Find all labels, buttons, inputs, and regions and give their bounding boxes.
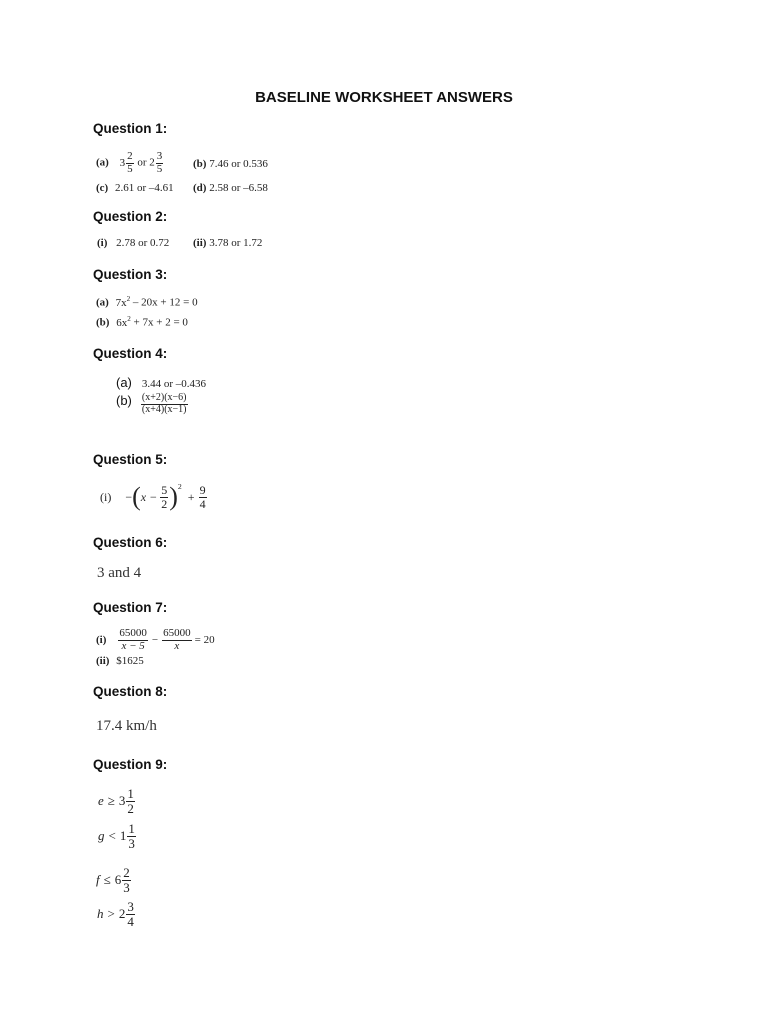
q7-answer-ii xyxy=(96,655,144,667)
q3-a-pre: 7x xyxy=(115,296,127,309)
q9-e-num: 1 xyxy=(127,786,134,801)
q5-i-label: (i) xyxy=(100,489,112,504)
q9-inequality-e xyxy=(98,787,136,815)
q3-a-post: – 20x + 12 = 0 xyxy=(130,296,198,309)
q9-e-var: e xyxy=(98,793,104,809)
q5-answer-i xyxy=(100,484,208,510)
q7-num2: 65000 xyxy=(163,627,191,639)
q5-num2: 9 xyxy=(199,483,206,497)
q5-exp: 2 xyxy=(177,482,182,491)
q7-fraction2 xyxy=(162,628,192,652)
question-1-heading: Question 1: xyxy=(93,121,168,136)
q7-eq: = 20 xyxy=(194,634,215,647)
q9-e-whole: 3 xyxy=(118,793,126,809)
q5-open-paren: ( xyxy=(132,482,141,512)
q1-c-label: (c) xyxy=(96,182,109,194)
q9-g-var: g xyxy=(98,828,105,844)
q4-b-fraction xyxy=(141,393,188,415)
q9-e-den: 2 xyxy=(127,800,134,816)
q5-pre: − xyxy=(125,489,133,504)
q3-b-label: (b) xyxy=(96,316,110,329)
q9-g-sym: < xyxy=(108,828,116,844)
q3-a-label: (a) xyxy=(96,296,109,309)
q7-i-label: (i) xyxy=(96,634,107,647)
q5-num1: 5 xyxy=(161,483,168,497)
q9-e-fraction xyxy=(126,787,135,815)
q6-answer: 3 and 4 xyxy=(97,565,142,581)
q3-b-pre: 6x xyxy=(116,316,128,329)
q1-a-fraction2 xyxy=(156,151,164,175)
q7-num1: 65000 xyxy=(119,627,147,639)
q5-inner: x − xyxy=(140,489,158,504)
q9-f-fraction xyxy=(122,866,131,894)
q1-a-whole2: 2 xyxy=(149,156,155,169)
q1-b-value: 7.46 or 0.536 xyxy=(209,158,268,170)
q9-h-num: 3 xyxy=(127,899,134,914)
q9-g-num: 1 xyxy=(128,821,135,836)
q7-ii-value: $1625 xyxy=(116,655,144,667)
q2-answer-ii xyxy=(193,237,262,249)
q4-b-num: (x+2)(x−6) xyxy=(141,392,187,403)
q9-f-whole: 6 xyxy=(114,872,122,888)
q4-answer-a xyxy=(116,374,206,392)
q7-fraction1 xyxy=(118,628,148,652)
q3-answer-a xyxy=(96,295,198,309)
question-5-heading: Question 5: xyxy=(93,452,168,467)
q1-answer-d xyxy=(193,182,268,194)
q9-h-den: 4 xyxy=(127,913,134,929)
q9-f-num: 2 xyxy=(123,865,130,880)
q1-answer-b xyxy=(193,158,268,170)
q7-den1: x − 5 xyxy=(121,639,145,652)
q7-den2: x xyxy=(174,639,180,652)
q8-answer: 17.4 km/h xyxy=(96,718,157,734)
q5-close-paren: ) xyxy=(169,482,178,512)
q9-f-var: f xyxy=(96,872,100,888)
q9-g-den: 3 xyxy=(128,835,135,851)
q9-h-fraction xyxy=(126,900,135,928)
q9-g-fraction xyxy=(127,822,136,850)
q1-answer-a xyxy=(96,151,164,175)
q1-a-fraction1 xyxy=(126,151,134,175)
q4-answer-b xyxy=(116,393,189,415)
q2-i-label: (i) xyxy=(97,237,108,249)
q1-c-value: 2.61 or –4.61 xyxy=(114,182,174,194)
q1-d-label: (d) xyxy=(193,182,207,194)
q4-b-label: (b) xyxy=(116,393,132,408)
q2-i-value: 2.78 or 0.72 xyxy=(116,237,170,249)
q1-answer-c xyxy=(96,182,174,194)
q5-den1: 2 xyxy=(161,496,168,511)
q1-a-num1: 2 xyxy=(127,150,133,162)
q9-e-sym: ≥ xyxy=(107,793,115,809)
q5-plus: + xyxy=(187,489,195,504)
q7-minus: − xyxy=(151,634,159,647)
q1-a-whole1: 3 xyxy=(119,156,126,169)
q9-h-whole: 2 xyxy=(118,906,126,922)
q5-fraction1 xyxy=(160,484,168,510)
q1-a-den1: 5 xyxy=(127,162,133,175)
q2-ii-value: 3.78 or 1.72 xyxy=(209,237,263,249)
q4-a-value: 3.44 or –0.436 xyxy=(141,378,207,390)
q5-fraction2 xyxy=(199,484,207,510)
q1-b-label: (b) xyxy=(193,158,207,170)
q3-b-exp: 2 xyxy=(127,315,131,323)
q1-a-den2: 5 xyxy=(156,162,163,175)
question-2-heading: Question 2: xyxy=(93,209,168,224)
q5-den2: 4 xyxy=(199,496,206,511)
q1-d-value: 2.58 or –6.58 xyxy=(209,182,268,194)
question-7-heading: Question 7: xyxy=(93,600,168,615)
q3-b-post: + 7x + 2 = 0 xyxy=(130,316,188,329)
q2-ii-label: (ii) xyxy=(193,237,207,249)
question-8-heading: Question 8: xyxy=(93,684,168,699)
q4-a-label: (a) xyxy=(116,375,132,390)
question-6-heading: Question 6: xyxy=(93,535,168,550)
q9-f-den: 3 xyxy=(123,879,130,895)
q9-h-var: h xyxy=(97,906,104,922)
q9-inequality-f xyxy=(96,866,132,894)
q1-a-label: (a) xyxy=(96,156,109,169)
q3-a-exp: 2 xyxy=(126,295,131,303)
q9-inequality-g xyxy=(98,822,137,850)
page-title: BASELINE WORKSHEET ANSWERS xyxy=(255,89,513,106)
question-3-heading: Question 3: xyxy=(93,267,168,282)
q4-b-den: (x+4)(x−1) xyxy=(141,403,187,415)
q9-g-whole: 1 xyxy=(119,828,127,844)
q9-inequality-h xyxy=(97,900,136,928)
question-9-heading: Question 9: xyxy=(93,757,168,772)
q9-f-sym: ≤ xyxy=(103,872,111,888)
q9-h-sym: > xyxy=(107,906,115,922)
q7-answer-i xyxy=(96,628,215,652)
q1-a-num2: 3 xyxy=(156,150,163,162)
q3-answer-b xyxy=(96,315,188,329)
q2-answer-i xyxy=(97,237,169,249)
q7-ii-label: (ii) xyxy=(96,655,110,667)
question-4-heading: Question 4: xyxy=(93,346,168,361)
q1-a-or: or xyxy=(137,156,147,169)
